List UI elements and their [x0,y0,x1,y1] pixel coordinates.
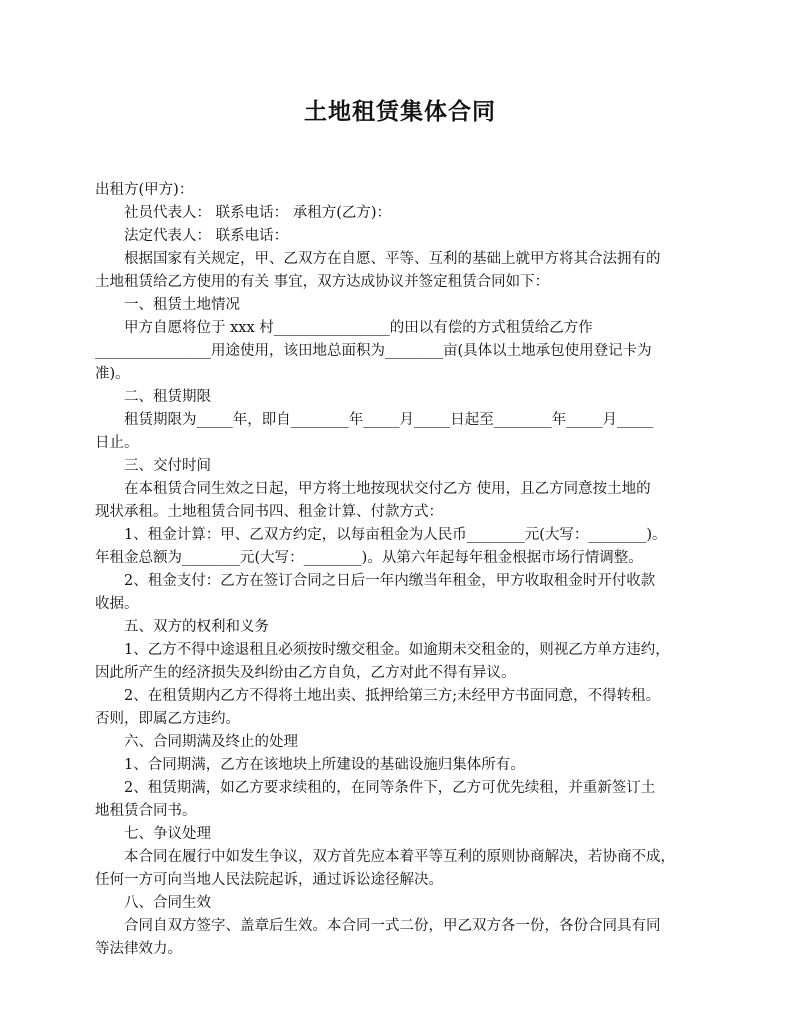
text-line: ________________用途使用，该田地总面积为________亩(具体以土地承包使用登记卡为 [95,343,652,359]
section-heading: 八、合同生效 [124,895,211,911]
text-line: 2、租赁期满，如乙方要求续租的，在同等条件下，乙方可优先续租，并重新签订土 [124,780,656,796]
text-line: 地租赁合同书。 [95,803,197,819]
text-line: 甲方自愿将位于 xxx 村________________的田以有偿的方式租赁给乙方作 [124,320,593,336]
section-heading: 五、双方的权利和义务 [124,619,269,635]
text-line: 等法律效力。 [95,941,182,957]
text-line: 任何一方可向当地人民法院起诉，通过诉讼途径解决。 [95,872,443,888]
section-heading: 三、交付时间 [124,458,211,474]
text-line: 2、在租赁期内乙方不得将土地出卖、抵押给第三方;未经甲方书面同意，不得转租。 [124,688,661,704]
text-line: 在本租赁合同生效之日起，甲方将土地按现状交付乙方 使用，且乙方同意按土地的 [124,481,651,497]
text-line: 2、租金支付：乙方在签订合同之日后一年内缴当年租金，甲方收取租金时开付收款 [124,573,656,589]
text-line: 社员代表人： 联系电话： 承租方(乙方)： [124,205,392,221]
text-line: 年租金总额为________元(大写：________)。从第六年起每年租金根据市场行情调整。 [95,550,643,566]
text-line: 因此所产生的经济损失及纠纷由乙方自负，乙方对此不得有异议。 [95,665,516,681]
text-line: 根据国家有关规定，甲、乙双方在自愿、平等、互利的基础上就甲方将其合法拥有的 [124,251,661,267]
section-heading: 二、租赁期限 [124,389,211,405]
text-line: 土地租赁给乙方使用的有关 事宜，双方达成协议并签定租赁合同如下： [95,274,550,290]
text-line: 租赁期限为_____年，即自________年_____月_____日起至________年_____月_____ [124,412,654,428]
text-line: 法定代表人： 联系电话： [124,228,289,244]
text-line: 否则，即属乙方违约。 [95,711,240,727]
text-line: 1、乙方不得中途退租且必须按时缴交租金。如逾期未交租金的，则视乙方单方违约， [124,642,670,658]
text-line: 日止。 [95,435,139,451]
text-line: 出租方(甲方)： [95,182,194,198]
document-title: 土地租赁集体合同 [304,99,496,125]
section-heading: 六、合同期满及终止的处理 [124,734,298,750]
document-body [95,179,710,961]
text-line: 准)。 [95,366,130,382]
section-heading: 七、争议处理 [124,826,211,842]
text-line: 1、合同期满，乙方在该地块上所建设的基础设施归集体所有。 [124,757,525,773]
text-line: 1、租金计算：甲、乙双方约定，以每亩租金为人民币________元(大写：________)。 [124,527,667,543]
section-heading: 一、租赁土地情况 [124,297,240,313]
text-line: 现状承租。土地租赁合同书四、租金计算、付款方式： [95,504,443,520]
text-line: 收据。 [95,596,139,612]
text-line: 合同自双方签字、盖章后生效。本合同一式二份，甲乙双方各一份，各份合同具有同 [124,918,661,934]
text-line: 本合同在履行中如发生争议，双方首先应本着平等互利的原则协商解决，若协商不成， [124,849,675,865]
